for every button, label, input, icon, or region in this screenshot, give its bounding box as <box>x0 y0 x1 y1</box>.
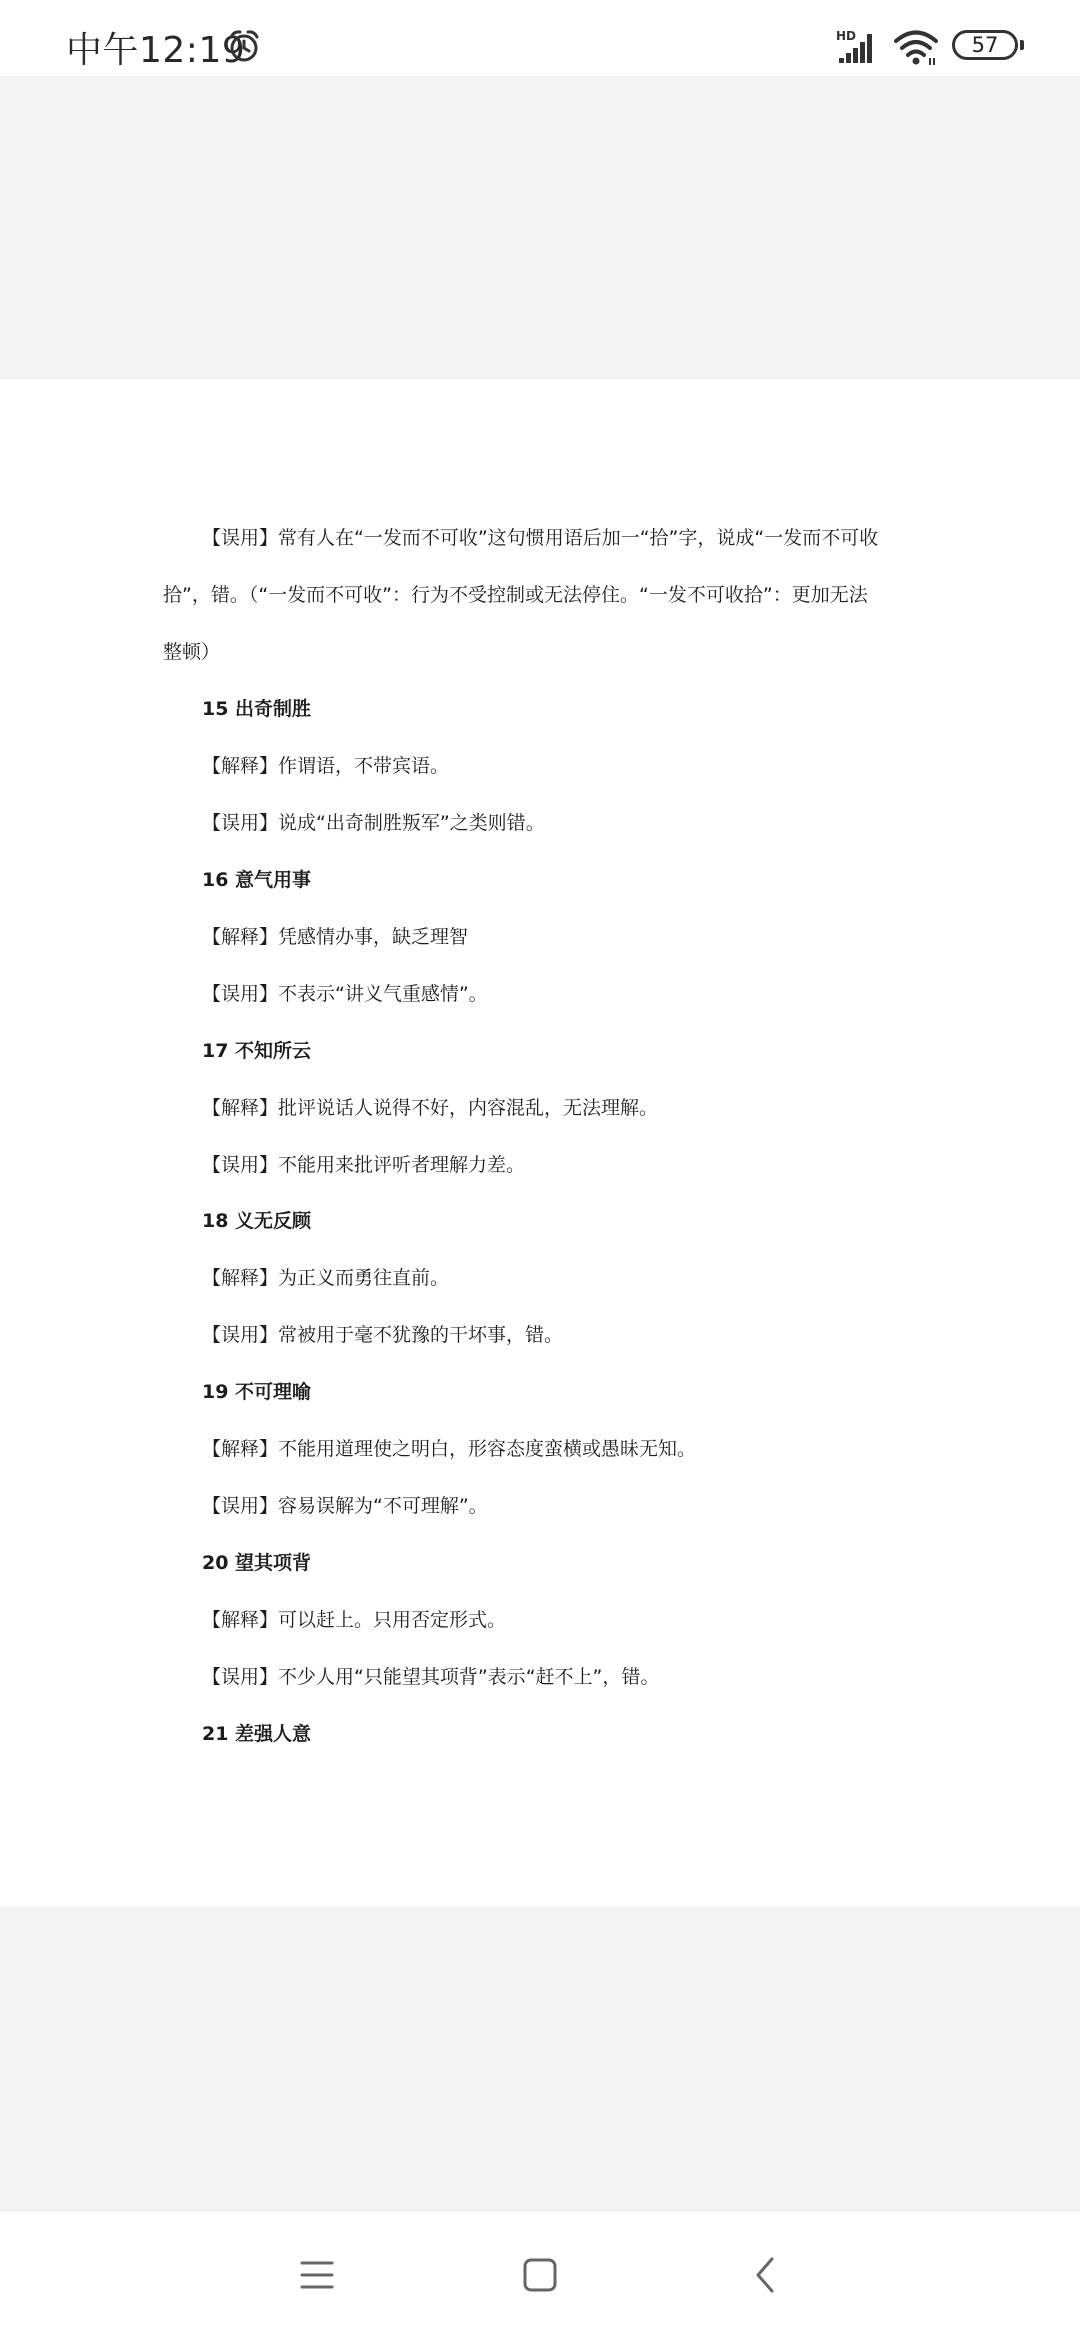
doc-heading-19: 19 不可理喻 <box>202 1381 312 1403</box>
doc-line-misuse-18: 【误用】常被用于毫不犹豫的干坏事，错。 <box>202 1324 564 1346</box>
doc-line-explain-15: 【解释】作谓语，不带宾语。 <box>202 755 450 777</box>
doc-heading-17: 17 不知所云 <box>202 1040 312 1062</box>
status-bar <box>0 0 1080 76</box>
top-blank-area <box>0 76 1080 379</box>
home-icon[interactable] <box>515 2250 565 2300</box>
menu-icon[interactable] <box>292 2250 342 2300</box>
doc-heading-16: 16 意气用事 <box>202 869 312 891</box>
doc-line-misuse-16: 【误用】不表示“讲义气重感情”。 <box>202 983 488 1005</box>
battery-indicator <box>952 30 1018 60</box>
svg-text:HD: HD <box>836 29 857 43</box>
wifi-icon <box>892 28 940 66</box>
document-page[interactable] <box>0 379 1080 1906</box>
doc-line-misuse-15: 【误用】说成“出奇制胜叛军”之类则错。 <box>202 812 545 834</box>
doc-line-misuse-20: 【误用】不少人用“只能望其项背”表示“赶不上”，错。 <box>202 1666 660 1688</box>
doc-line-explain-20: 【解释】可以赶上。只用否定形式。 <box>202 1609 507 1631</box>
doc-line-explain-18: 【解释】为正义而勇往直前。 <box>202 1267 450 1289</box>
doc-line-misuse-end: 整顿） <box>163 641 221 663</box>
back-icon[interactable] <box>741 2250 791 2300</box>
doc-heading-20: 20 望其项背 <box>202 1552 312 1574</box>
doc-line-explain-19: 【解释】不能用道理使之明白，形容态度蛮横或愚昧无知。 <box>202 1438 697 1460</box>
battery-level: 57 <box>971 33 999 57</box>
doc-line-misuse-cont: 拾”，错。（“一发而不可收”：行为不受控制或无法停住。“一发不可收拾”：更加无法 <box>163 584 868 606</box>
status-time: 中午12:19 <box>66 30 246 71</box>
doc-heading-21: 21 差强人意 <box>202 1723 312 1745</box>
doc-line-misuse-19: 【误用】容易误解为“不可理解”。 <box>202 1495 488 1517</box>
cellular-signal-icon <box>836 28 880 64</box>
doc-line-explain-17: 【解释】批评说话人说得不好，内容混乱，无法理解。 <box>202 1097 659 1119</box>
doc-line-misuse-17: 【误用】不能用来批评听者理解力差。 <box>202 1154 526 1176</box>
bottom-blank-area <box>0 1906 1080 2210</box>
doc-line-explain-16: 【解释】凭感情办事，缺乏理智 <box>202 926 469 948</box>
alarm-clock-icon <box>226 28 262 64</box>
doc-heading-15: 15 出奇制胜 <box>202 698 312 720</box>
battery-tip <box>1020 40 1024 50</box>
doc-heading-18: 18 义无反顾 <box>202 1210 312 1232</box>
doc-line-misuse: 【误用】常有人在“一发而不可收”这句惯用语后加一“拾”字，说成“一发而不可收 <box>202 527 879 549</box>
